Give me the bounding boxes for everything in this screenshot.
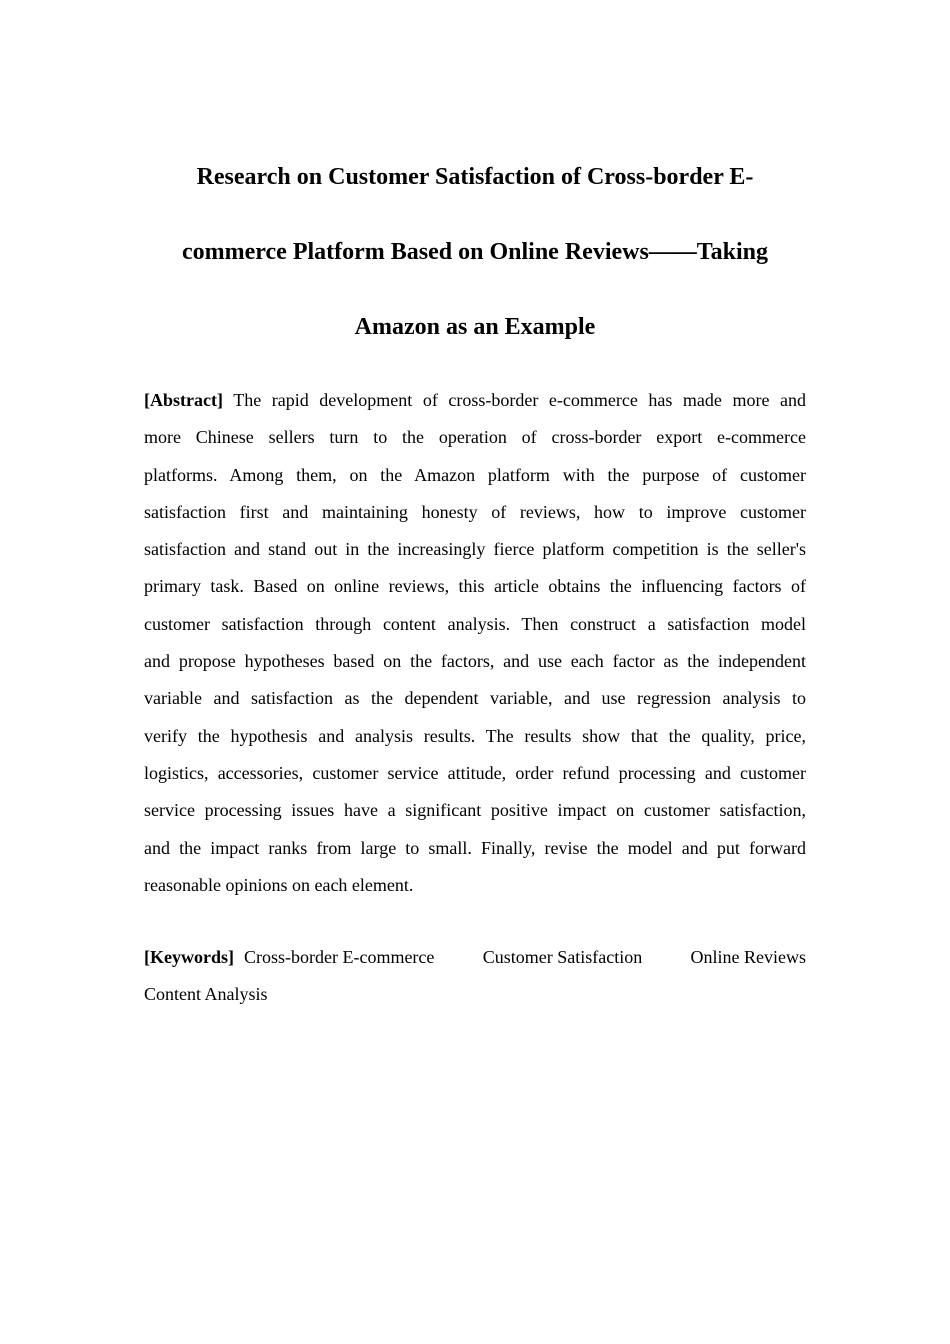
abstract-line: customer satisfaction through content analysis. Then construct a satisfaction model <box>144 613 806 634</box>
keywords-row <box>144 976 806 1013</box>
title-line: Amazon as an Example <box>354 314 596 340</box>
title-line: commerce Platform Based on Online Reviews——Taking <box>182 239 768 265</box>
keyword-item: Online Reviews <box>690 947 806 967</box>
abstract-line: service processing issues have a significant positive impact on customer satisfaction, <box>144 800 806 821</box>
abstract-line: reasonable opinions on each element. <box>144 874 414 895</box>
keywords-label: [Keywords] <box>144 947 234 967</box>
abstract-line <box>144 382 806 419</box>
abstract-line: variable and satisfaction as the dependent variable, and use regression analysis to <box>144 688 806 709</box>
abstract-line: primary task. Based on online reviews, this article obtains the influencing factors of <box>144 576 806 597</box>
abstract-line: satisfaction first and maintaining honesty of reviews, how to improve customer <box>144 501 806 522</box>
keywords-section <box>144 939 806 1014</box>
abstract-line: platforms. Among them, on the Amazon platform with the purpose of customer <box>144 464 806 485</box>
abstract-text: The rapid development of cross-border e-commerce has made more and <box>233 390 806 410</box>
abstract-line: verify the hypothesis and analysis results. The results show that the quality, price, <box>144 725 806 746</box>
abstract-line: more Chinese sellers turn to the operation of cross-border export e-commerce <box>144 427 806 448</box>
keyword-item: Content Analysis <box>144 984 268 1005</box>
paper-title <box>144 140 806 365</box>
keywords-row <box>144 939 806 976</box>
keyword-item: Customer Satisfaction <box>482 947 643 967</box>
keyword-item: Cross-border E-commerce <box>243 947 435 967</box>
title-line: Research on Customer Satisfaction of Cross-border E- <box>196 164 754 190</box>
abstract-line: logistics, accessories, customer service attitude, order refund processing and customer <box>144 762 806 783</box>
abstract-line: and propose hypotheses based on the factors, and use each factor as the independent <box>144 651 806 672</box>
abstract-line: satisfaction and stand out in the increasingly fierce platform competition is the seller's <box>144 539 806 560</box>
abstract-label: [Abstract] <box>144 390 223 410</box>
abstract-line: and the impact ranks from large to small. Finally, revise the model and put forward <box>144 837 806 858</box>
abstract-section <box>144 382 806 904</box>
